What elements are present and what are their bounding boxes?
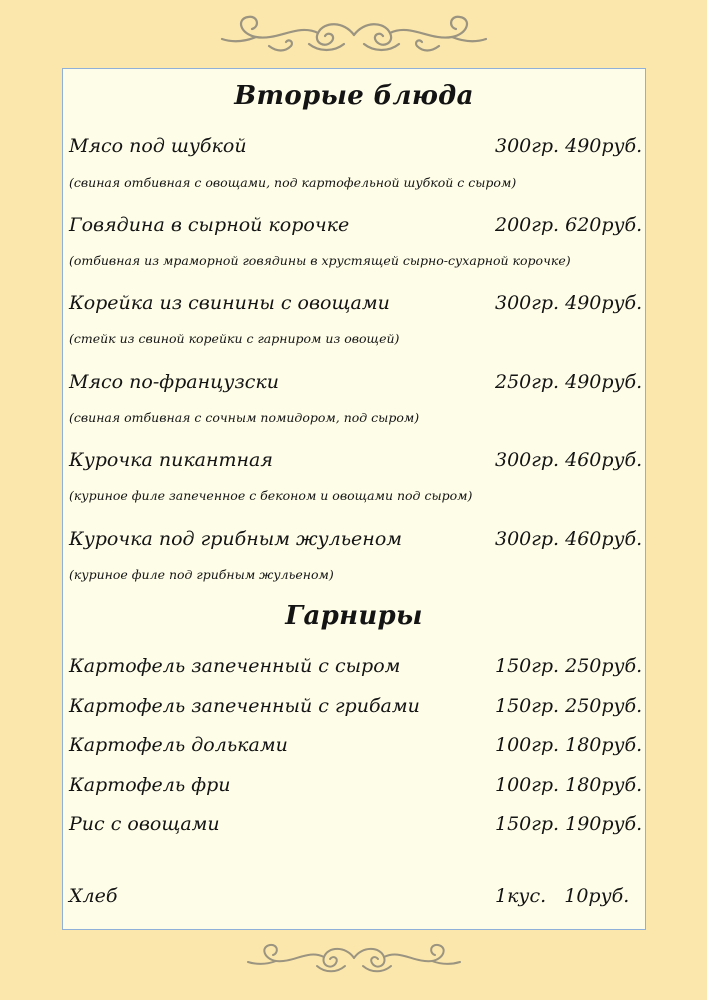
item-name: Картофель фри	[69, 774, 231, 796]
item-name: Мясо под шубкой	[69, 135, 247, 157]
menu-item	[69, 813, 643, 843]
item-description: (свиная отбивная с овощами, под картофельной шубкой с сыром)	[69, 175, 517, 190]
top-ornament	[0, 12, 707, 58]
menu-card	[62, 68, 646, 930]
item-price: 100гр. 180руб.	[495, 774, 643, 796]
menu-item	[69, 774, 643, 804]
section-title-sides: Гарниры	[285, 601, 423, 631]
menu-item	[69, 214, 643, 244]
item-description: (куриное филе запеченное с беконом и овощами под сыром)	[69, 488, 473, 503]
item-name: Говядина в сырной корочке	[69, 214, 350, 236]
menu-item-bread	[69, 885, 637, 915]
menu-item	[69, 371, 643, 401]
item-description: (куриное филе под грибным жульеном)	[69, 567, 334, 582]
menu-item	[69, 292, 643, 322]
flourish-ornament-icon	[209, 12, 499, 58]
bottom-ornament	[0, 936, 707, 982]
menu-item	[69, 695, 643, 725]
item-price: 150гр. 190руб.	[495, 813, 643, 835]
item-description: (отбивная из мраморной говядины в хрустящей сырно-сухарной корочке)	[69, 253, 571, 268]
item-name: Корейка из свинины с овощами	[69, 292, 390, 314]
item-description: (свиная отбивная с сочным помидором, под сыром)	[69, 410, 420, 425]
item-price: 300гр. 460руб.	[495, 528, 643, 550]
item-price: 300гр. 490руб.	[495, 135, 643, 157]
item-price: 250гр. 490руб.	[495, 371, 643, 393]
menu-item	[69, 135, 643, 165]
item-name: Курочка под грибным жульеном	[69, 528, 403, 550]
item-price: 100гр. 180руб.	[495, 734, 643, 756]
item-name: Хлеб	[69, 885, 118, 907]
menu-item	[69, 734, 643, 764]
item-name: Мясо по-французски	[69, 371, 279, 393]
item-name: Рис с овощами	[69, 813, 220, 835]
item-price: 150гр. 250руб.	[495, 695, 643, 717]
item-name: Картофель запеченный с грибами	[69, 695, 420, 717]
item-name: Картофель запеченный с сыром	[69, 655, 401, 677]
item-price: 200гр. 620руб.	[495, 214, 643, 236]
item-name: Курочка пикантная	[69, 449, 273, 471]
menu-item	[69, 528, 643, 558]
item-price: 300гр. 490руб.	[495, 292, 643, 314]
flourish-ornament-icon	[239, 936, 469, 982]
item-price: 150гр. 250руб.	[495, 655, 643, 677]
section-title-mains: Вторые блюда	[234, 81, 474, 111]
item-price: 1кус. 10руб.	[495, 885, 630, 907]
item-price: 300гр. 460руб.	[495, 449, 643, 471]
item-name: Картофель дольками	[69, 734, 288, 756]
menu-item	[69, 449, 643, 479]
menu-item	[69, 655, 643, 685]
item-description: (стейк из свиной корейки с гарниром из овощей)	[69, 331, 400, 346]
